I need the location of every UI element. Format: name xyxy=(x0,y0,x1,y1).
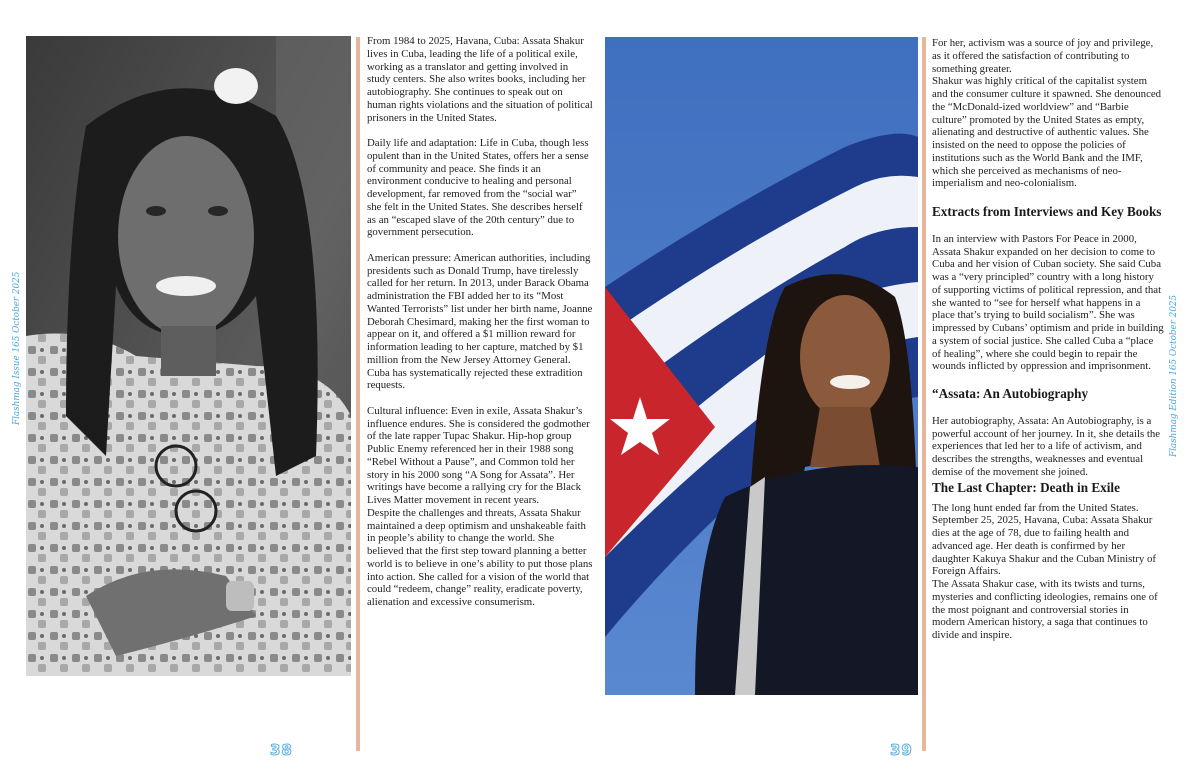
flag-portrait-photo xyxy=(605,37,918,695)
paragraph-autobiography: Her autobiography, Assata: An Autobiography, is a powerful account of her journey. In it, she details the experiences that led her to a life of activism, and describes the strengths, weaknesses and eventual demise of the movement she joined. xyxy=(932,414,1161,478)
flag-portrait-photo-image xyxy=(605,37,918,695)
paragraph-last-chapter: The long hunt ended far from the United States. September 25, 2025, Havana, Cuba: Assata Shakur dies at the age of 78, due to failing health and advanced age. Her death is confirmed by her daughter Kakuya Shakur and the Cuban Ministry of Foreign Affairs. xyxy=(932,501,1156,578)
paragraph-american-pressure: American pressure: American authorities, including presidents such as Donald Trump, have tirelessly called for her return. In 2013, under Barack Obama administration the FBI added her to its “Most Wanted Terrorists” list under her birth name, Joanne Deborah Chesimard, making her the first woman to appear on it, and offered a $1 million reward for information leading to her capture, matched by $1 million from the New Jersey Attorney General. Cuba has systematically rejected these extradition requests. xyxy=(367,251,593,392)
paragraph-cultural-influence: Cultural influence: Even in exile, Assata Shakur’s influence endures. She is considered the godmother of the late rapper Tupac Shakur. Hip-hop group Public Enemy referenced her in their 1988 song “Rebel Without a Pause”, and Common told her story in his 2000 song “A Song for Assata”. Her writings have become a rallying cry for the Black Lives Matter movement in recent years. xyxy=(367,404,590,506)
paragraph-daily-life: Daily life and adaptation: Life in Cuba, though less opulent than in the United States, offers her a sense of community and peace. She finds it an environment conducive to healing and personal development, far removed from the “social war” she felt in the United States. She describes herself as an “escaped slave of the 20th century” due to government persecution. xyxy=(367,137,589,239)
side-label-right: Flashmag Edition 165 October 2025 xyxy=(1169,294,1179,457)
heading-interviews: Extracts from Interviews and Key Books xyxy=(932,204,1162,219)
page-number-right: 39 xyxy=(890,741,913,759)
side-label-left: Flashmag Issue 165 October 2025 xyxy=(12,271,22,425)
paragraph-interviews: In an interview with Pastors For Peace in 2000, Assata Shakur expanded on her decision to come to Cuba and her vision of Cuban society. She said Cuba was a “very principled” country with a long history of supporting victims of political repression, and that she wanted to “see for herself what happens in a place that’s trying to build socialism”. She was impressed by Cubans’ optimism and pride in building a system of social justice. She called Cuba a “place of healing”, where she could begin to repair the wounds inflicted by oppression and imprisonment. xyxy=(932,232,1164,373)
paragraph-exile: From 1984 to 2025, Havana, Cuba: Assata Shakur lives in Cuba, leading the life of a political exile, working as a translator and getting involved in study centers. She also writes books, including her autobiography. She continues to speak out on human rights violations and the situation of political prisoners in the United States. xyxy=(367,35,593,124)
right-text-column xyxy=(932,37,1164,642)
portrait-photo-bw-image xyxy=(26,36,351,676)
page-number-left: 38 xyxy=(270,741,293,759)
right-column-rule xyxy=(922,37,926,751)
paragraph-legacy: The Assata Shakur case, with its twists and turns, mysteries and conflicting ideologies, remains one of the most poignant and controversial stories in modern American history, a saga that continues to divide and inspire. xyxy=(932,578,1158,641)
paragraph-capitalism-critique: Shakur was highly critical of the capitalist system and the consumer culture it spawned. She denounced the “McDonald-ized worldview” and “Barbie culture” promoted by the United States as empty, alienating and destructive of authentic values. She insisted on the need to oppose the policies of institutions such as the World Bank and the IMF, which she perceived as mechanisms of neo-imperialism and neo-colonialism. xyxy=(932,75,1162,190)
left-column-rule xyxy=(356,37,360,751)
portrait-photo-bw xyxy=(26,36,351,676)
heading-last-chapter: The Last Chapter: Death in Exile xyxy=(932,479,1120,495)
left-text-column xyxy=(367,35,593,609)
paragraph-optimism: Despite the challenges and threats, Assata Shakur maintained a deep optimism and unshakeable faith in people’s ability to change the world. She believed that the first step toward planning a better world is to believe in one’s ability to put those plans into action. She called for a vision of the world that could “redeem, change” reality, eradicate poverty, alienation and excessive consumerism. xyxy=(367,506,593,608)
paragraph-activism-joy: For her, activism was a source of joy and privilege, as it offered the satisfaction of contributing to something greater. xyxy=(932,37,1154,75)
heading-autobiography: “Assata: An Autobiography xyxy=(932,386,1089,401)
